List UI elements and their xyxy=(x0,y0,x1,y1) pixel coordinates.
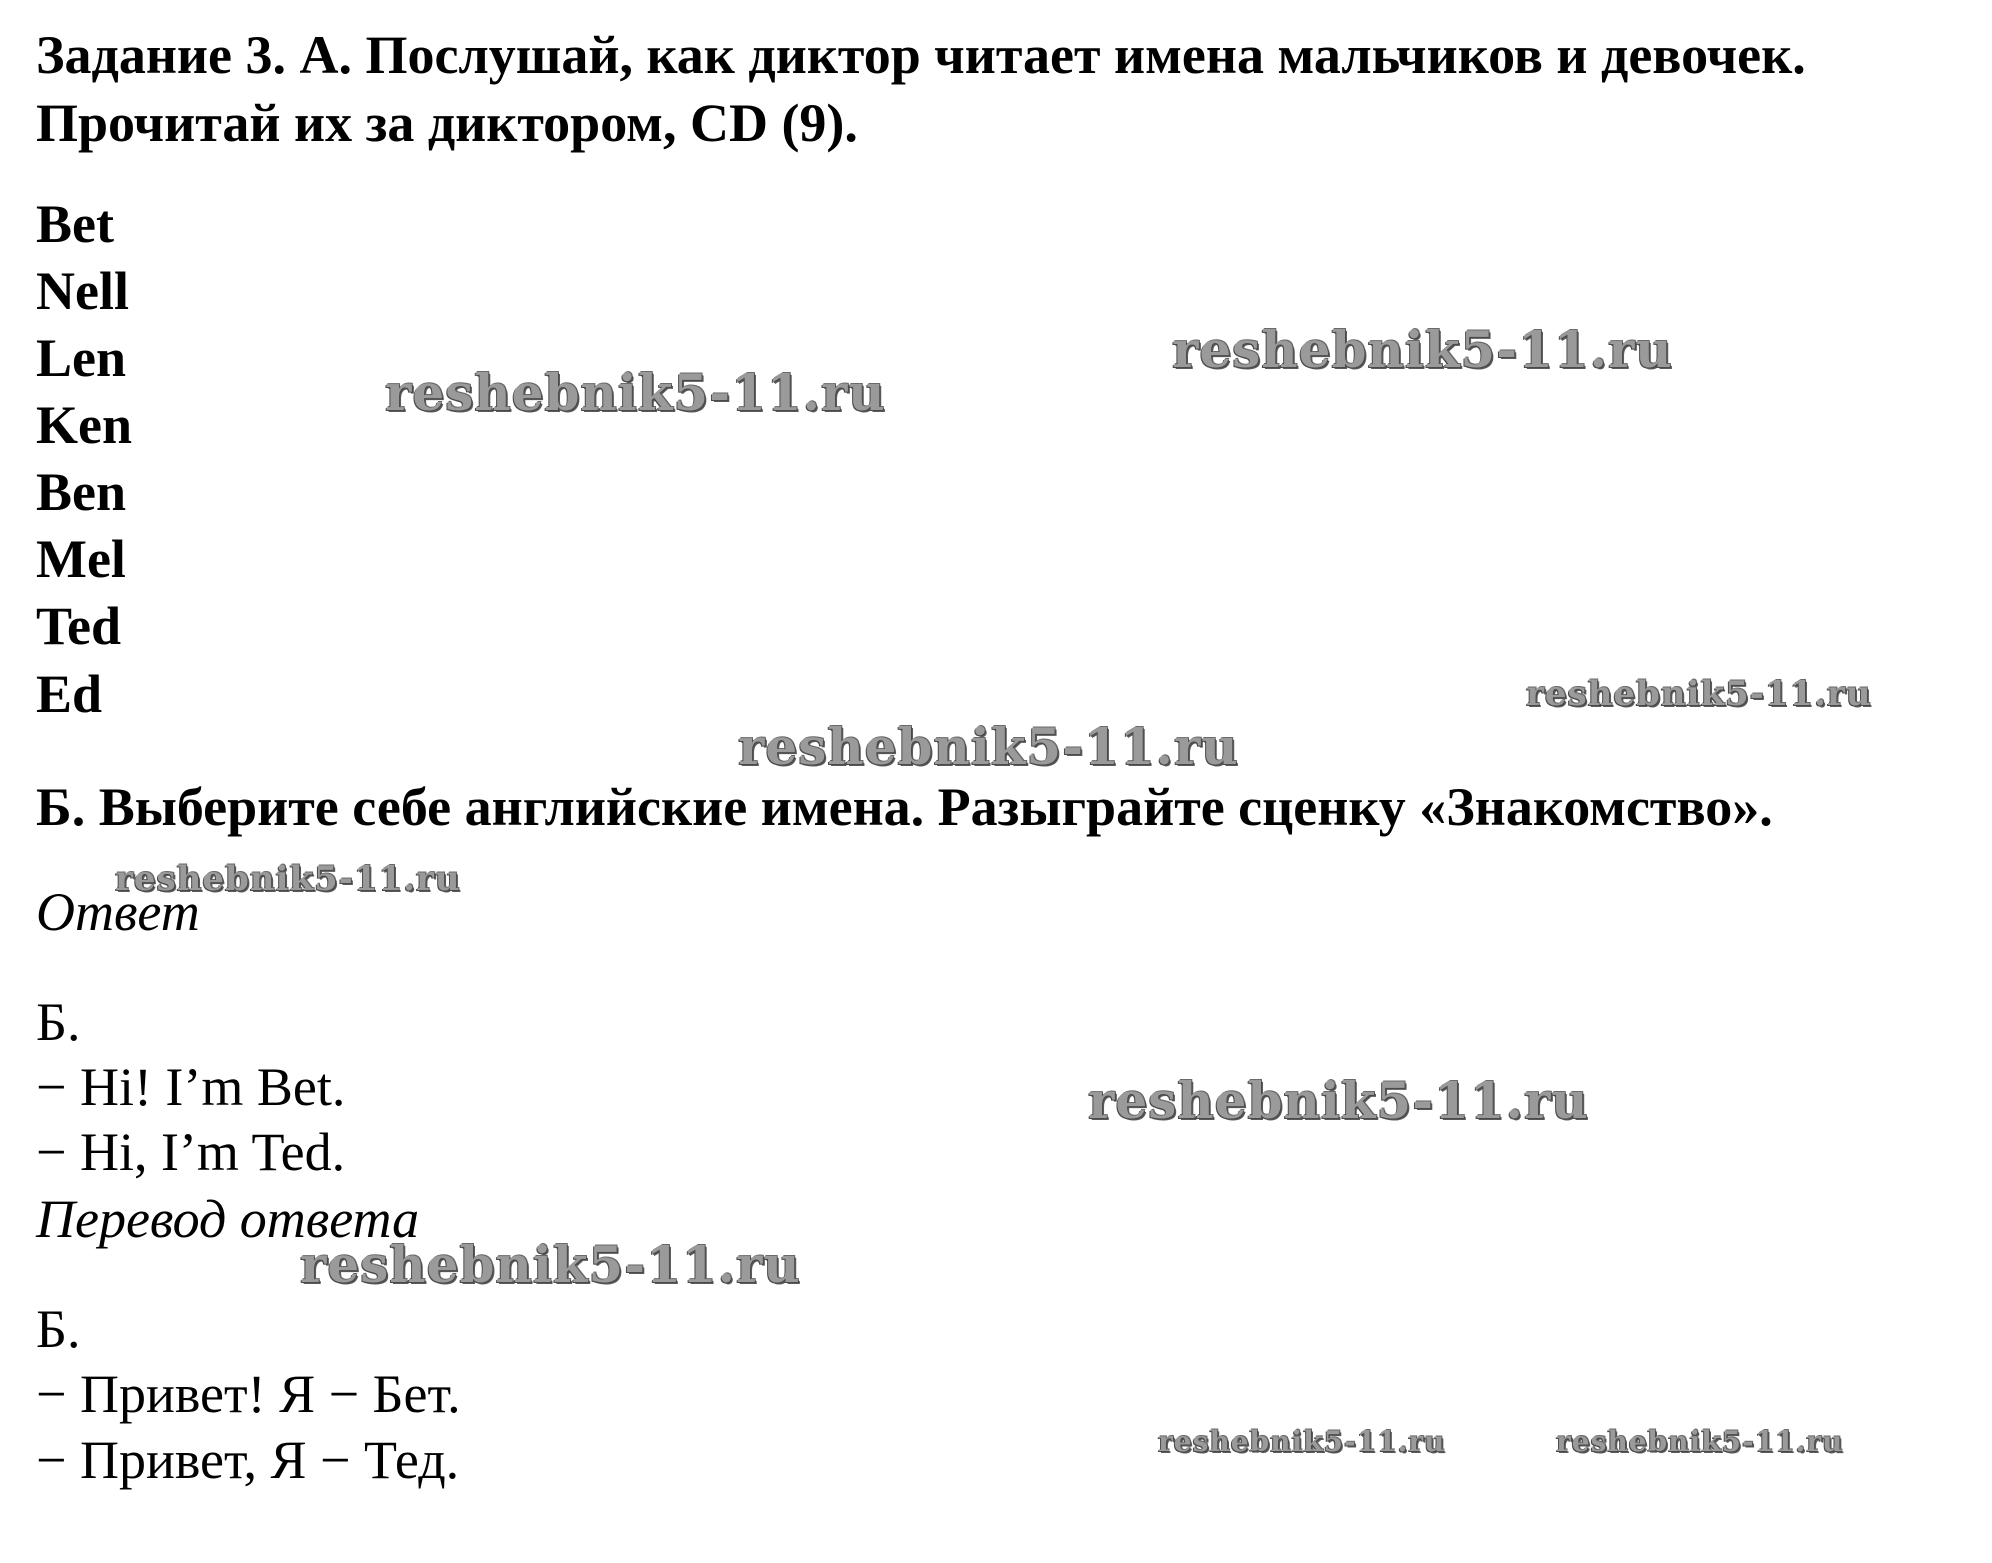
watermark: reshebnik5-11.ru xyxy=(115,859,461,899)
watermark: reshebnik5-11.ru xyxy=(1088,1071,1589,1130)
translation-section-label: Б. xyxy=(36,1299,81,1359)
watermark: reshebnik5-11.ru xyxy=(738,717,1239,776)
answer-dialogue-line: − Hi, I’m Ted. xyxy=(36,1122,346,1182)
part-b-task: Б. Выберите себе английские имена. Разыграйте сценку «Знакомство». xyxy=(36,777,1773,837)
answer-label: Ответ xyxy=(36,882,200,942)
task-title-line-1: Задание 3. А. Послушай, как диктор читает имена мальчиков и девочек. xyxy=(36,25,1806,85)
task-title-line-2: Прочитай их за диктором, CD (9). xyxy=(36,93,858,153)
name-item: Mel xyxy=(36,529,126,589)
watermark: reshebnik5-11.ru xyxy=(1172,320,1673,379)
watermark: reshebnik5-11.ru xyxy=(1526,674,1872,714)
translation-dialogue-line: − Привет, Я − Тед. xyxy=(36,1430,460,1490)
watermark: reshebnik5-11.ru xyxy=(1556,1425,1844,1458)
watermark: reshebnik5-11.ru xyxy=(300,1235,801,1294)
watermark: reshebnik5-11.ru xyxy=(1158,1425,1446,1458)
watermark: reshebnik5-11.ru xyxy=(385,363,886,422)
name-item: Len xyxy=(36,328,127,388)
answer-dialogue-line: − Hi! I’m Bet. xyxy=(36,1057,346,1117)
name-item: Bet xyxy=(36,194,114,254)
name-item: Ben xyxy=(36,462,127,522)
name-item: Ken xyxy=(36,395,133,455)
answer-section-label: Б. xyxy=(36,992,81,1052)
name-item: Ted xyxy=(36,596,122,656)
translation-dialogue-line: − Привет! Я − Бет. xyxy=(36,1364,461,1424)
name-item: Nell xyxy=(36,261,129,321)
translation-label: Перевод ответа xyxy=(36,1189,420,1249)
name-item: Ed xyxy=(36,664,103,724)
